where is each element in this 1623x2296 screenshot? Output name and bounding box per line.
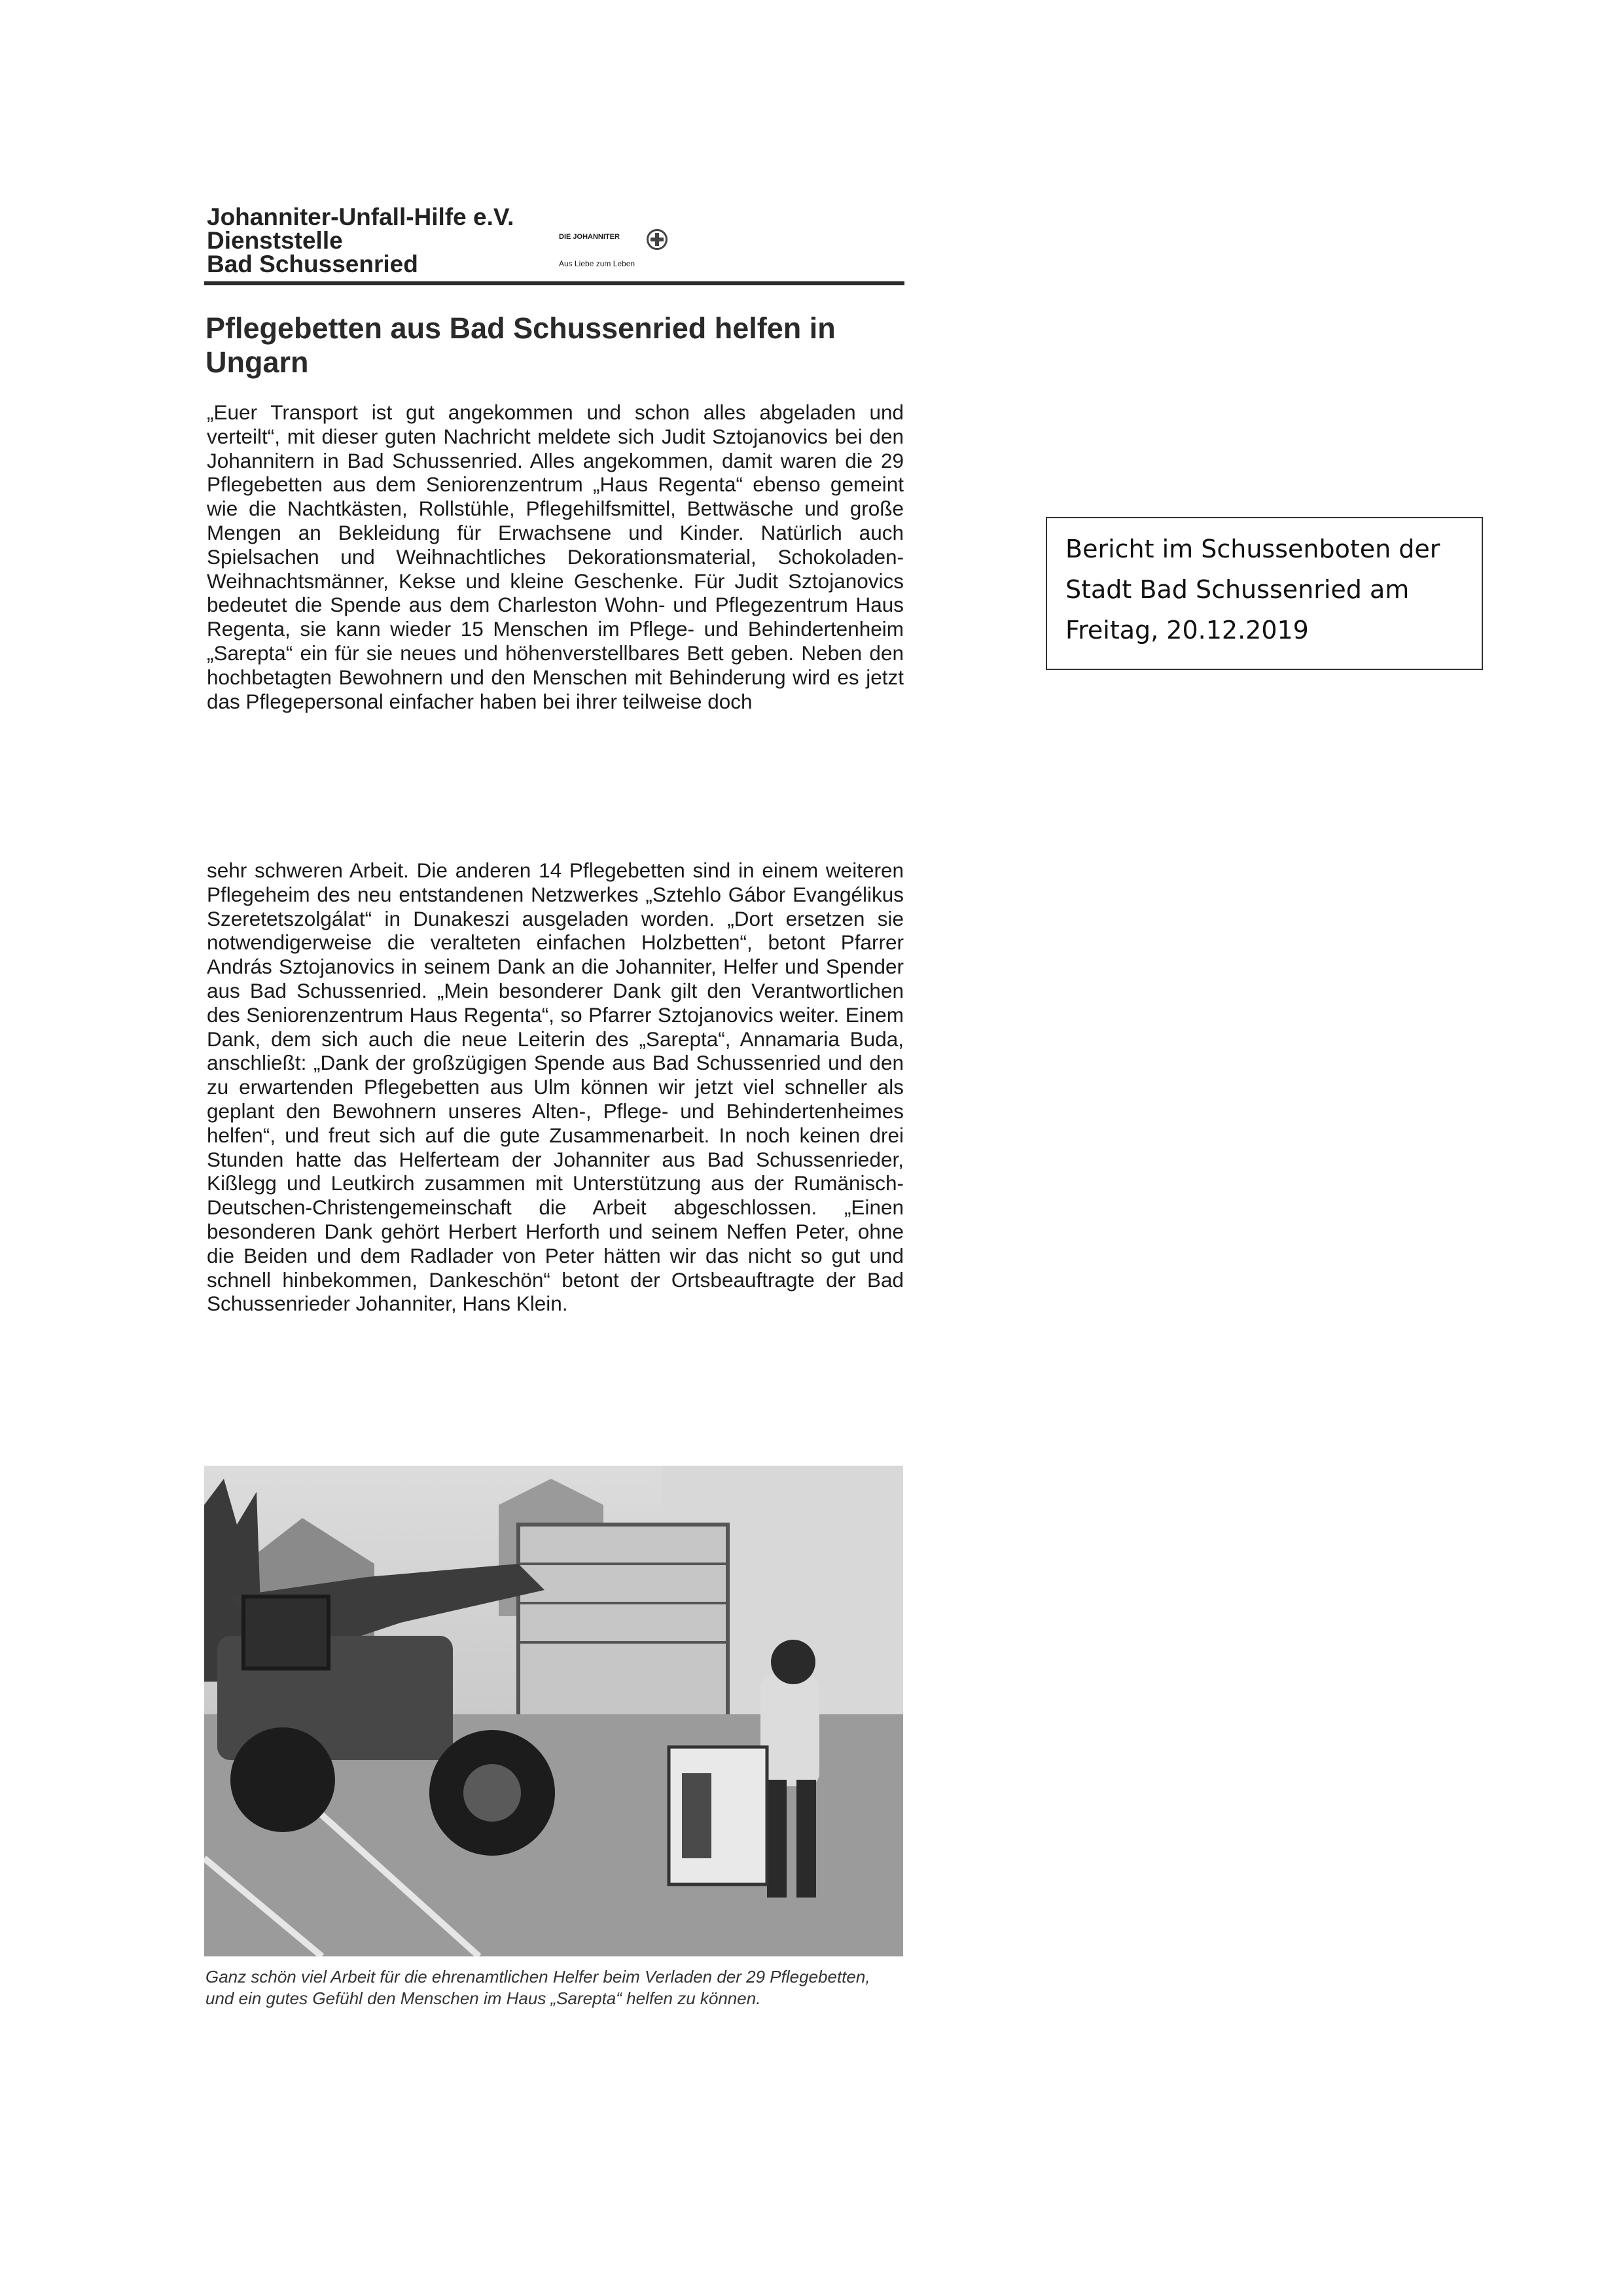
article-title: Pflegebetten aus Bad Schussenried helfen in Ungarn [205,311,836,379]
johanniter-logo [559,229,670,277]
article-photo [204,1466,903,1956]
clipping-header [204,196,904,285]
organization-name [207,205,514,276]
loader-scene-image [204,1466,903,1956]
article-paragraph-2: sehr schweren Arbeit. Die anderen 14 Pflegebetten sind in einem weiteren Pflegeheim des neu entstandenen Netzwerkes „Sztehlo Gábor Evangélikus Szeretetszolgálat“ in Dunakeszi ausgeladen worden. „Dort ersetzen sie notwendigerweise die veralteten einfachen Holzbetten“, betont Pfarrer András Sztojanovics in seinem Dank an die Johanniter, Helfer und Spender aus Bad Schussenried. „Mein besonderer Dank gilt den Verantwortlichen des Seniorenzentrum Haus Regenta“, so Pfarrer Sztojanovics weiter. Einem Dank, dem sich auch die neue Leiterin des „Sarepta“, Annamaria Buda, anschließt: „Dank der großzügigen Spende aus Bad Schussenried und den zu erwartenden Pflegebetten aus Ulm können wir jetzt viel schneller als geplant den Bewohnern unseres Alten-, Pflege- und Behindertenheimes helfen“, und freut sich auf die gute Zusammenarbeit. In noch keinen drei Stunden hatte das Helferteam der Johanniter aus Bad Schussenrieder, Kißlegg und Leutkirch zusammen mit Unterstützung aus der Rumänisch-Deutschen-Christengemeinschaft die Arbeit abgeschlossen. „Einen besonderen Dank gehört Herbert Herforth und seinem Neffen Peter, ohne die Beiden und dem Radlader von Peter hätten wir das nicht so gut und schnell hinbekommen, Dankeschön“ betont der Ortsbeauftragte der Bad Schussenrieder Johanniter, Hans Klein. [207,858,904,1316]
photo-caption: Ganz schön viel Arbeit für die ehrenamtlichen Helfer beim Verladen der 29 Pflegebetten, und ein gutes Gefühl den Menschen im Haus „Sarepta“ helfen zu können. [205,1967,870,2008]
org-line-2: Dienststelle [207,227,343,254]
org-line-1: Johanniter-Unfall-Hilfe e.V. [207,203,514,230]
johanniter-cross-icon [647,229,668,250]
org-line-3: Bad Schussenried [207,251,418,277]
source-note-box: Bericht im Schussenboten der Stadt Bad Schussenried am Freitag, 20.12.2019 [1046,517,1483,670]
article-paragraph-1: „Euer Transport ist gut angekommen und schon alles abgeladen und verteilt“, mit dieser guten Nachricht meldete sich Judit Sztojanovics bei den Johannitern in Bad Schussenried. Alles angekommen, damit waren die 29 Pflegebetten aus dem Seniorenzentrum „Haus Regenta“ ebenso gemeint wie die Nachtkästen, Rollstühle, Pflegehilfsmittel, Bettwäsche und große Mengen an Bekleidung für Erwachsene und Kinder. Natürlich auch Spielsachen und Weihnachtliches Dekorationsmaterial, Schokoladen-Weihnachtsmänner, Kekse und kleine Geschenke. Für Judit Sztojanovics bedeutet die Spende aus dem Charleston Wohn- und Pflegezentrum Haus Regenta, sie kann wieder 15 Menschen im Pflege- und Behindertenheim „Sarepta“ ein für sie neues und höhenverstellbares Bett geben. Neben den hochbetagten Bewohnern und den Menschen mit Behinderung wird es jetzt das Pflegepersonal einfacher haben bei ihrer teilweise doch [207,400,904,713]
logo-wordmark: DIE JOHANNITER [559,233,620,241]
newspaper-clipping [204,196,904,2008]
logo-slogan: Aus Liebe zum Leben [559,259,635,268]
